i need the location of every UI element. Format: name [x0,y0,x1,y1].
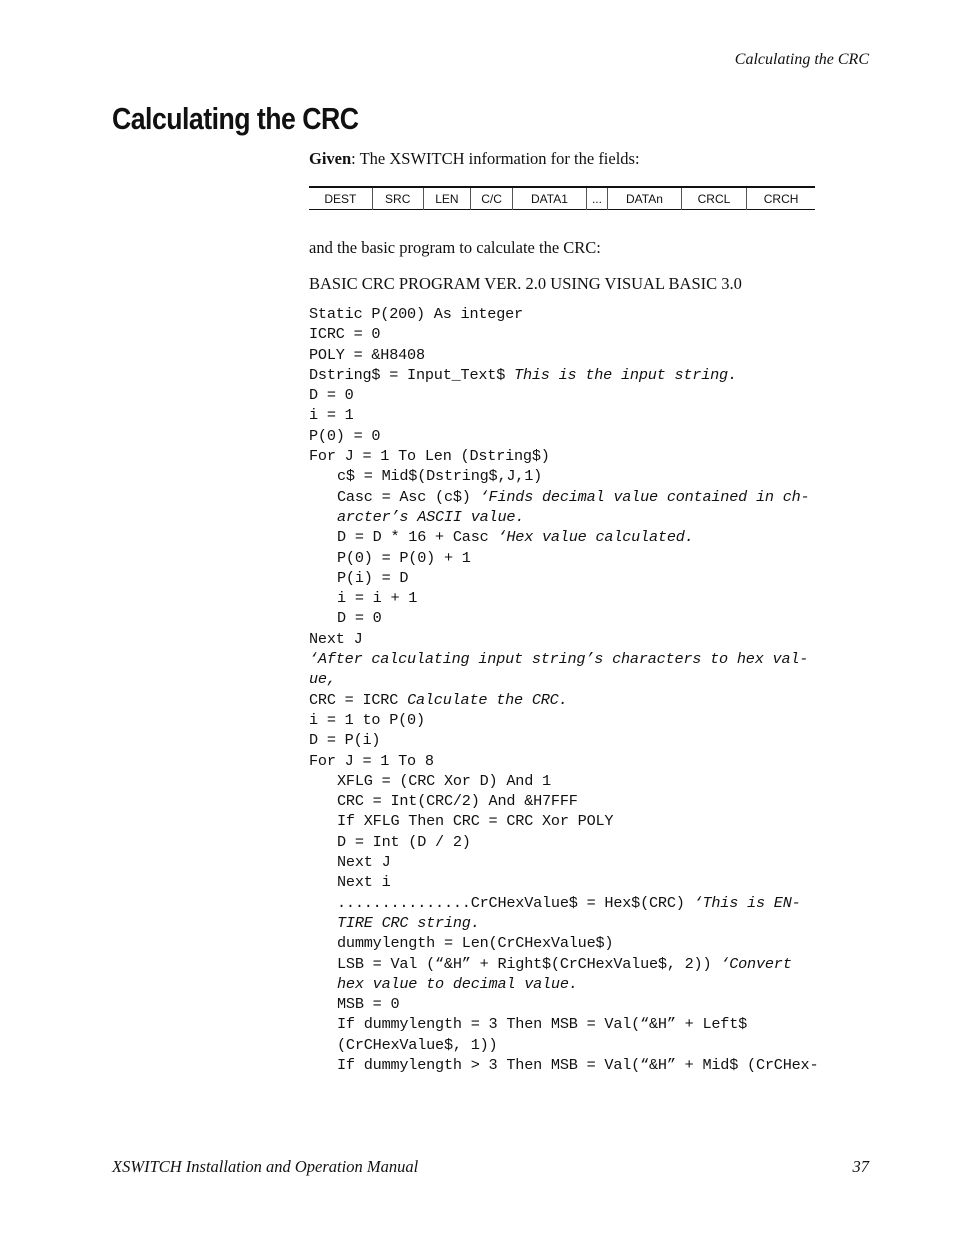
field-cell: CRCH [747,187,815,210]
field-cell: CRCL [681,187,746,210]
field-cell: C/C [471,187,513,210]
code-comment: ‘Finds decimal value contained in ch- [479,487,810,506]
code-line [309,466,871,486]
field-cell: DEST [324,191,357,206]
code-line [309,811,871,831]
code-text: Next J [337,853,391,872]
code-text: For J = 1 To 8 [309,751,434,770]
code-text: D = P(i) [309,731,381,750]
code-line [309,974,871,994]
code-comment: ‘After calculating input string’s characters to hex val- [309,650,809,669]
given-label: Given [309,149,352,168]
code-text: For J = 1 To Len (Dstring$) [309,447,550,466]
code-line [309,446,871,466]
code-line [309,365,871,385]
code-text: Next J [309,629,363,648]
fields-row [309,187,815,210]
code-text: i = 1 to P(0) [309,710,425,729]
code-text: Static P(200) As integer [309,305,523,323]
code-line [309,629,871,649]
code-comment: ‘Convert [720,954,792,973]
program-title: BASIC CRC PROGRAM VER. 2.0 USING VISUAL BASIC 3.0 [309,274,742,293]
code-line [309,649,871,669]
given-text: : The XSWITCH information for the fields: [351,149,640,168]
code-text: Casc = Asc (c$) [337,487,480,506]
code-line [309,548,871,568]
code-comment: arcter’s ASCII value. [337,507,525,526]
code-comment: Calculate the CRC. [407,690,568,709]
code-text: If dummylength = 3 Then MSB = Val(“&H” + Left$ [337,1015,748,1034]
code-text: P(0) = P(0) + 1 [337,548,471,567]
code-text: MSB = 0 [337,995,400,1014]
code-text: Next i [337,873,391,892]
code-line [309,487,871,507]
code-comment: ‘Hex value calculated. [497,528,694,547]
code-comment: TIRE CRC string. [337,913,480,932]
code-comment: ue, [309,670,336,689]
code-line [309,791,871,811]
page-title: Calculating the CRC [112,101,359,136]
field-cell: SRC [372,187,423,210]
code-line [309,913,871,933]
code-text: D = 0 [337,609,382,628]
intro-paragraph: and the basic program to calculate the CRC: [309,238,601,257]
field-cell: ... [586,187,607,210]
main-content [309,148,871,1075]
given-paragraph [309,148,871,170]
code-block [309,304,871,1075]
code-line [309,324,871,344]
code-line [309,893,871,913]
code-line [309,568,871,588]
fields-table [309,186,815,210]
code-line [309,954,871,974]
code-text: (CrCHexValue$, 1)) [337,1035,498,1054]
code-text: i = 1 [309,406,354,425]
code-line [309,507,871,527]
code-line [309,1055,871,1075]
code-line [309,832,871,852]
code-line [309,405,871,425]
code-line [309,345,871,365]
code-line [309,933,871,953]
code-text: P(i) = D [337,568,409,587]
code-line [309,608,871,628]
code-line [309,771,871,791]
code-line [309,669,871,689]
code-line [309,994,871,1014]
code-line [309,852,871,872]
field-cell: DATAn [608,187,682,210]
code-comment: This is the input string. [514,365,737,384]
code-text: P(0) = 0 [309,426,381,445]
code-line [309,1014,871,1034]
code-text: POLY = &H8408 [309,345,425,364]
code-text: ...............CrCHexValue$ = Hex$(CRC) [337,893,694,912]
code-text: CRC = ICRC [309,690,408,709]
code-text: If dummylength > 3 Then MSB = Val(“&H” + Mid$ (CrCHex- [337,1055,819,1074]
field-cell: LEN [423,187,470,210]
code-text: c$ = Mid$(Dstring$,J,1) [337,467,543,486]
code-line [309,690,871,710]
code-text: LSB = Val (“&H” + Right$(CrCHexValue$, 2)) [337,954,721,973]
code-line [309,751,871,771]
field-cell: DATA1 [513,187,587,210]
code-text: ICRC = 0 [309,325,381,344]
footer-manual-title: XSWITCH Installation and Operation Manual [112,1157,419,1176]
footer-page-number: 37 [852,1157,869,1176]
code-text: CRC = Int(CRC/2) And &H7FFF [337,792,578,811]
code-line [309,588,871,608]
code-line [309,710,871,730]
code-text: D = D * 16 + Casc [337,528,498,547]
code-text: Dstring$ = Input_Text$ [309,365,515,384]
running-head: Calculating the CRC [734,51,869,68]
code-line [309,304,871,324]
code-text: If XFLG Then CRC = CRC Xor POLY [337,812,614,831]
code-text: D = 0 [309,386,354,405]
code-text: XFLG = (CRC Xor D) And 1 [337,771,551,790]
code-line [309,385,871,405]
code-text: dummylength = Len(CrCHexValue$) [337,934,614,953]
code-line [309,730,871,750]
code-text: i = i + 1 [337,589,418,608]
code-text: D = Int (D / 2) [337,832,471,851]
code-comment: hex value to decimal value. [337,974,578,993]
code-line [309,872,871,892]
code-line [309,426,871,446]
code-line [309,527,871,547]
code-line [309,1035,871,1055]
code-comment: ‘This is EN- [693,893,801,912]
